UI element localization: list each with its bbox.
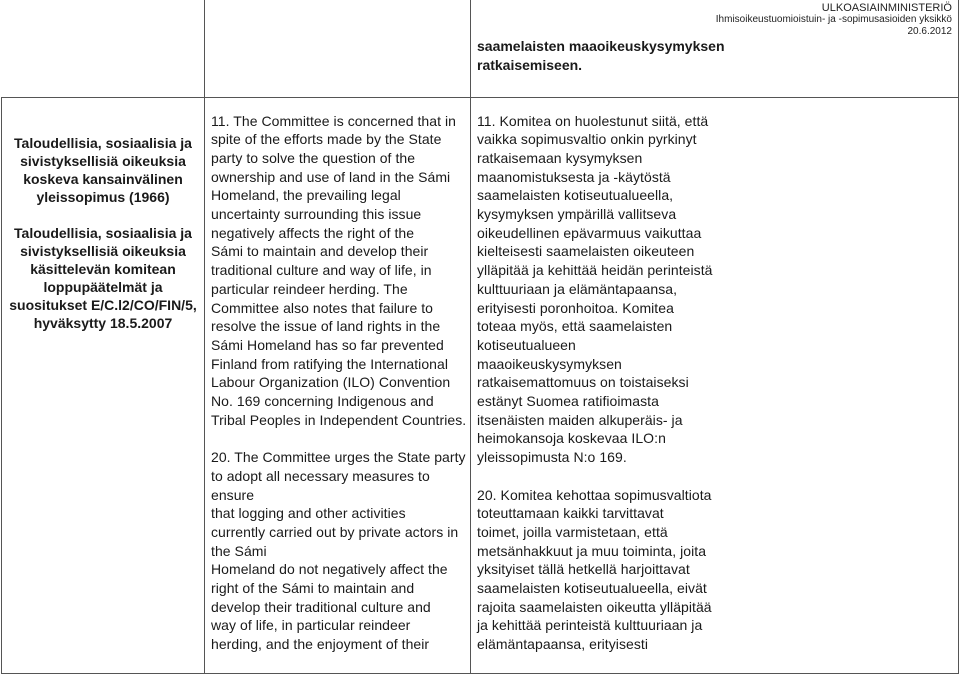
english-text-cell bbox=[205, 97, 471, 673]
text-line: sivistyksellisiä oikeuksia bbox=[20, 242, 186, 259]
text-line: particular reindeer herding. The bbox=[211, 280, 408, 297]
text-line: ylläpitää ja kehittää heidän perinteistä bbox=[477, 262, 713, 279]
text-line: maanomistuksesta ja -käytöstä bbox=[477, 168, 671, 185]
text-line: erityisesti poronhoitoa. Komitea bbox=[477, 299, 674, 316]
text-line: Finland from ratifying the International bbox=[211, 355, 449, 372]
text-line: Sámi Homeland has so far prevented bbox=[211, 336, 444, 353]
text-line: hyväksytty 18.5.2007 bbox=[33, 314, 173, 331]
table-row-main bbox=[2, 97, 959, 673]
text-line: saamelaisten kotiseutualueella, eivät bbox=[477, 580, 707, 597]
committee-observations-title bbox=[2, 224, 204, 332]
text-line: negatively affects the right of the bbox=[211, 224, 415, 241]
text-line: resolve the issue of land rights in the bbox=[211, 318, 441, 335]
text-line: ratkaisemiseen. bbox=[477, 57, 583, 73]
text-line: currently carried out by private actors in bbox=[211, 523, 459, 540]
text-line: 20. The Committee urges the State party bbox=[211, 449, 466, 466]
text-line: sivistyksellisiä oikeuksia bbox=[20, 152, 186, 169]
text-line: oikeudellinen epävarmuus vaikuttaa bbox=[477, 224, 702, 241]
paragraph-11-en bbox=[211, 112, 466, 430]
text-line: kysymyksen ympärillä vallitseva bbox=[477, 206, 677, 223]
text-line: 20. Komitea kehottaa sopimusvaltiota bbox=[477, 486, 712, 503]
document-table bbox=[1, 0, 959, 674]
text-line: yleissopimusta N:o 169. bbox=[477, 449, 627, 466]
text-line: ratkaisemattomuus on toistaiseksi bbox=[477, 374, 689, 391]
text-line: Labour Organization (ILO) Convention bbox=[211, 374, 451, 391]
source-cell bbox=[2, 97, 205, 673]
text-line: party to solve the question of the bbox=[211, 149, 416, 166]
text-line: Homeland do not negatively affect the bbox=[211, 561, 448, 578]
text-line: metsänhakkuut ja muu toiminta, joita bbox=[477, 542, 707, 559]
paragraph-11-fi bbox=[477, 112, 954, 467]
text-line: koskeva kansainvälinen bbox=[23, 170, 183, 187]
text-line: kotiseutualueen bbox=[477, 336, 576, 353]
text-line: the Sámi bbox=[211, 542, 267, 559]
text-line: to adopt all necessary measures to bbox=[211, 467, 430, 484]
convention-title bbox=[2, 134, 204, 206]
text-line: 11. Komitea on huolestunut siitä, että bbox=[477, 112, 709, 129]
text-line: suositukset E/C.l2/CO/FIN/5, bbox=[9, 296, 197, 313]
text-line: yleissopimus (1966) bbox=[36, 188, 170, 205]
text-line: Sámi to maintain and develop their bbox=[211, 243, 429, 260]
text-line: rajoita saamelaisten oikeutta ylläpitää bbox=[477, 598, 712, 615]
text-line: Taloudellisia, sosiaalisia ja bbox=[14, 224, 192, 241]
text-line: heimokansoja koskevaa ILO:n bbox=[477, 430, 666, 447]
text-line: that logging and other activities bbox=[211, 505, 406, 522]
text-line: right of the Sámi to maintain and bbox=[211, 580, 415, 597]
table-row-top bbox=[2, 0, 959, 97]
finnish-text-cell bbox=[471, 97, 959, 673]
text-line: saamelaisten maaoikeuskysymyksen bbox=[477, 38, 725, 54]
unit-name: Ihmisoikeustuomioistuin- ja -sopimusasioiden yksikkö bbox=[715, 14, 952, 25]
text-line: kielteisesti saamelaisten oikeuteen bbox=[477, 243, 695, 260]
text-line: toimet, joilla varmistetaan, että bbox=[477, 523, 668, 540]
paragraph-20-fi bbox=[477, 486, 954, 654]
text-line: kulttuuriaan ja elämäntapaansa, bbox=[477, 280, 678, 297]
text-line: käsittelevän komitean bbox=[30, 260, 176, 277]
ministry-name: ULKOASIAINMINISTERIÖ bbox=[821, 2, 952, 14]
text-line: Committee also notes that failure to bbox=[211, 299, 434, 316]
text-line: Homeland, the prevailing legal bbox=[211, 187, 401, 204]
text-line: Taloudellisia, sosiaalisia ja bbox=[14, 134, 192, 151]
text-line: loppupäätelmät ja bbox=[43, 278, 163, 295]
text-line: ratkaisemaan kysymyksen bbox=[477, 149, 643, 166]
text-line: maaoikeuskysymyksen bbox=[477, 355, 622, 372]
text-line: elämäntapaansa, erityisesti bbox=[477, 636, 648, 653]
text-line: 11. The Committee is concerned that in bbox=[211, 112, 456, 129]
empty-cell bbox=[2, 0, 205, 97]
text-line: develop their traditional culture and bbox=[211, 598, 431, 615]
top-finnish-cell bbox=[471, 0, 959, 97]
text-line: No. 169 concerning Indigenous and bbox=[211, 393, 434, 410]
text-line: herding, and the enjoyment of their bbox=[211, 636, 430, 653]
text-line: saamelaisten kotiseutualueella, bbox=[477, 187, 674, 204]
text-line: estänyt Suomea ratifioimasta bbox=[477, 393, 659, 410]
text-line: way of life, in particular reindeer bbox=[211, 617, 411, 634]
text-line: ownership and use of land in the Sámi bbox=[211, 168, 451, 185]
text-line: vaikka sopimusvaltio onkin pyrkinyt bbox=[477, 131, 697, 148]
text-line: spite of the efforts made by the State bbox=[211, 131, 442, 148]
text-line: toteaa myös, että saamelaisten bbox=[477, 318, 673, 335]
text-line: yksityiset tällä hetkellä harjoittavat bbox=[477, 561, 690, 578]
text-line: Tribal Peoples in Independent Countries. bbox=[211, 411, 467, 428]
text-line: traditional culture and way of life, in bbox=[211, 262, 432, 279]
text-line: ensure bbox=[211, 486, 255, 503]
text-line: ja kehittää perinteistä kulttuuriaan ja bbox=[477, 617, 703, 634]
paragraph-20-en bbox=[211, 448, 466, 654]
empty-cell bbox=[205, 0, 471, 97]
text-line: itsenäisten maiden alkuperäis- ja bbox=[477, 411, 683, 428]
document-date: 20.6.2012 bbox=[907, 26, 952, 37]
text-line: uncertainty surrounding this issue bbox=[211, 206, 422, 223]
text-line: toteuttamaan kaikki tarvittavat bbox=[477, 505, 664, 522]
